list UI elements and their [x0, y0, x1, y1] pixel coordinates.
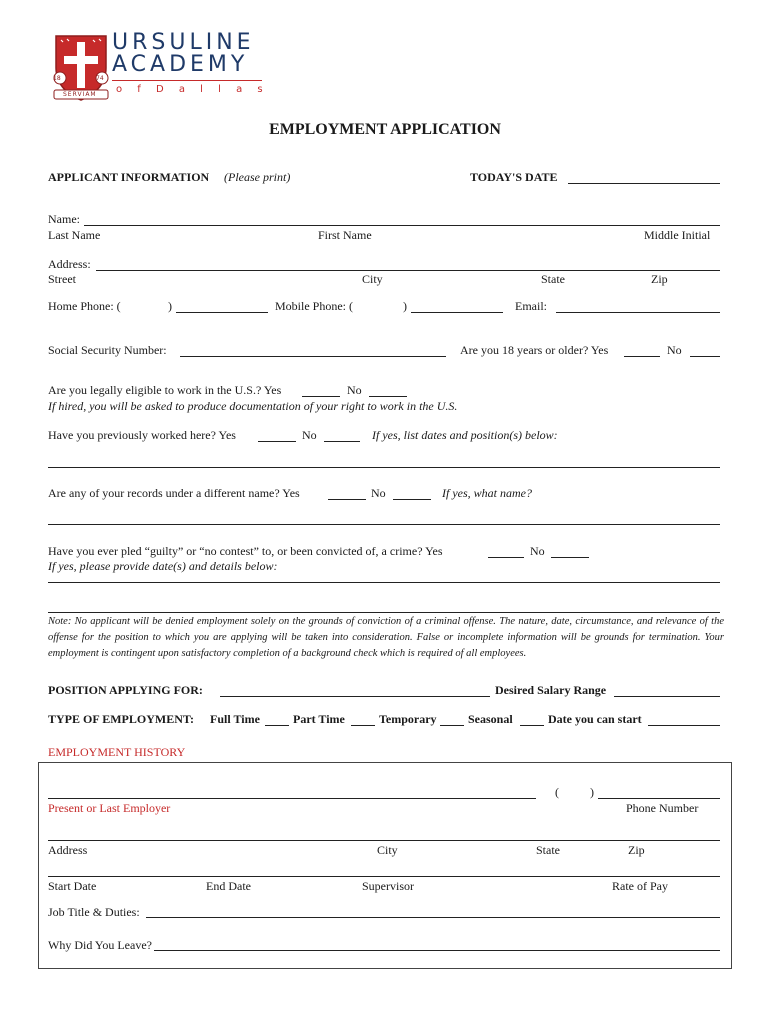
employer-phone-field[interactable] — [598, 798, 720, 799]
crime-no-field[interactable] — [551, 557, 589, 558]
seal-year-right: 74 — [96, 75, 104, 82]
part-time-field[interactable] — [351, 725, 375, 726]
seal-motto: SERVIAM — [63, 91, 97, 98]
age-question: Are you 18 years or older? Yes — [460, 343, 609, 357]
employer-field[interactable] — [48, 798, 536, 799]
zip-caption: Zip — [651, 272, 668, 286]
todays-date-field[interactable] — [568, 183, 720, 184]
eligible-no-label: No — [347, 383, 362, 397]
middle-initial-caption: Middle Initial — [644, 228, 711, 242]
start-date-field[interactable] — [648, 725, 720, 726]
city-caption: City — [362, 272, 383, 286]
salary-label: Desired Salary Range — [495, 683, 607, 697]
why-leave-field[interactable] — [154, 950, 720, 951]
mobile-phone-label: Mobile Phone: ( — [275, 299, 353, 313]
email-field[interactable] — [556, 312, 720, 313]
employment-history-heading: EMPLOYMENT HISTORY — [48, 745, 186, 759]
phone-number-caption: Phone Number — [626, 801, 699, 815]
street-caption: Street — [48, 272, 76, 286]
full-time-label: Full Time — [210, 712, 260, 726]
records-note: If yes, what name? — [442, 486, 532, 500]
start-date-caption: Start Date — [48, 879, 97, 893]
job-title-label: Job Title & Duties: — [48, 905, 140, 919]
job-title-field[interactable] — [146, 917, 720, 918]
email-label: Email: — [515, 299, 547, 313]
home-phone-close: ) — [168, 299, 172, 313]
age-no-field[interactable] — [690, 356, 720, 357]
full-time-field[interactable] — [265, 725, 289, 726]
logo-line-of-dallas: o f D a l l a s — [116, 84, 269, 95]
end-date-caption: End Date — [206, 879, 251, 893]
logo-line-ursuline: URSULINE — [112, 30, 255, 55]
eligible-no-field[interactable] — [369, 396, 407, 397]
position-label: POSITION APPLYING FOR: — [48, 683, 203, 697]
employment-dates-field[interactable] — [48, 876, 720, 877]
employer-caption: Present or Last Employer — [48, 801, 171, 815]
position-field[interactable] — [220, 696, 490, 697]
records-no-label: No — [371, 486, 386, 500]
ssn-field[interactable] — [180, 356, 446, 357]
address-field[interactable] — [96, 270, 720, 271]
employer-address-field[interactable] — [48, 840, 720, 841]
mobile-phone-close: ) — [403, 299, 407, 313]
ssn-label: Social Security Number: — [48, 343, 167, 357]
eligible-note: If hired, you will be asked to produce documentation of your right to work in the U.S. — [48, 399, 458, 413]
records-question: Are any of your records under a different name? Yes — [48, 486, 300, 500]
employment-type-label: TYPE OF EMPLOYMENT: — [48, 712, 194, 726]
eligible-yes-field[interactable] — [302, 396, 340, 397]
crime-question: Have you ever pled “guilty” or “no contest” to, or been convicted of, a crime? Yes — [48, 544, 443, 558]
last-name-caption: Last Name — [48, 228, 101, 242]
seasonal-field[interactable] — [520, 725, 544, 726]
page-title: EMPLOYMENT APPLICATION — [269, 121, 501, 138]
logo-line-academy: ACADEMY — [112, 52, 249, 77]
employer-city-caption: City — [377, 843, 398, 857]
crime-note: If yes, please provide date(s) and details below: — [48, 559, 278, 573]
records-yes-field[interactable] — [328, 499, 366, 500]
name-field[interactable] — [84, 225, 720, 226]
temporary-label: Temporary — [379, 712, 437, 726]
records-no-field[interactable] — [393, 499, 431, 500]
temporary-field[interactable] — [440, 725, 464, 726]
disclaimer-note: Note: No applicant will be denied employment solely on the grounds of conviction of a criminal offense. The nature, date, circumstance, and relevance of the offense for the position to which you are applying will be taken into consideration. False or incomplete information will be grounds for termination. Your employment is contingent upon satisfactory completion of a background check which is required of all employees. — [48, 616, 724, 659]
home-phone-label: Home Phone: ( — [48, 299, 121, 313]
employer-address-caption: Address — [48, 843, 88, 857]
employer-zip-caption: Zip — [628, 843, 645, 857]
todays-date-label: TODAY'S DATE — [470, 170, 558, 184]
start-date-label: Date you can start — [548, 712, 642, 726]
crime-yes-field[interactable] — [488, 557, 524, 558]
salary-field[interactable] — [614, 696, 720, 697]
crime-details-field-2[interactable] — [48, 612, 720, 613]
age-yes-field[interactable] — [624, 356, 660, 357]
employer-phone-open: ( — [555, 785, 559, 799]
rate-of-pay-caption: Rate of Pay — [612, 879, 668, 893]
worked-yes-field[interactable] — [258, 441, 296, 442]
state-caption: State — [541, 272, 565, 286]
part-time-label: Part Time — [293, 712, 345, 726]
address-label: Address: — [48, 257, 91, 271]
logo-divider — [112, 80, 262, 81]
name-label: Name: — [48, 212, 80, 226]
worked-no-field[interactable] — [324, 441, 360, 442]
crime-details-field-1[interactable] — [48, 582, 720, 583]
applicant-heading: APPLICANT INFORMATION — [48, 170, 210, 184]
crime-no-label: No — [530, 544, 545, 558]
worked-details-field[interactable] — [48, 467, 720, 468]
employer-phone-close: ) — [590, 785, 594, 799]
age-no-label: No — [667, 343, 682, 357]
supervisor-caption: Supervisor — [362, 879, 414, 893]
worked-no-label: No — [302, 428, 317, 442]
first-name-caption: First Name — [318, 228, 372, 242]
worked-question: Have you previously worked here? Yes — [48, 428, 236, 442]
worked-note: If yes, list dates and position(s) below: — [372, 428, 558, 442]
eligible-question: Are you legally eligible to work in the U.S.? Yes — [48, 383, 282, 397]
why-leave-label: Why Did You Leave? — [48, 938, 152, 952]
applicant-heading-note: (Please print) — [224, 170, 291, 184]
mobile-phone-field[interactable] — [411, 312, 503, 313]
seal-year-left: 18 — [53, 75, 61, 82]
home-phone-field[interactable] — [176, 312, 268, 313]
records-details-field[interactable] — [48, 524, 720, 525]
seasonal-label: Seasonal — [468, 712, 513, 726]
employer-state-caption: State — [536, 843, 560, 857]
